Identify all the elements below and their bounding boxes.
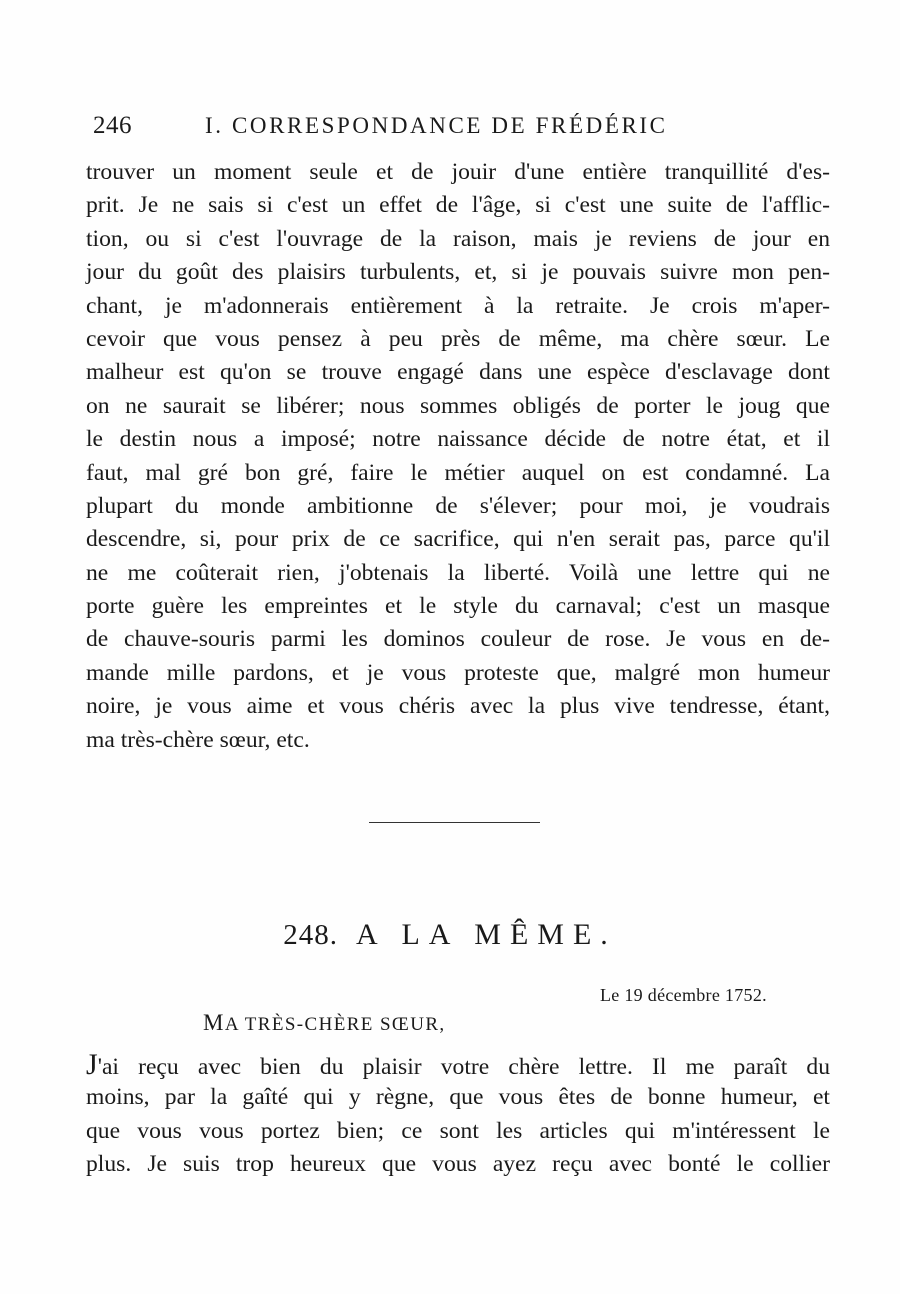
text-line: le destin nous a imposé; notre naissance décide de notre état, et il	[86, 426, 830, 453]
text-line: que vous vous portez bien; ce sont les articles qui m'intéressent le	[86, 1117, 830, 1144]
text-line: prit. Je ne sais si c'est un effet de l'âge, si c'est une suite de l'afflic-	[86, 192, 830, 219]
letter-number: 248.	[283, 919, 338, 951]
salutation-rest: A TRÈS-CHÈRE SŒUR,	[224, 1014, 446, 1035]
text-line: cevoir que vous pensez à peu près de même, ma chère sœur. Le	[86, 325, 830, 352]
letter-heading	[0, 918, 900, 952]
text-line: de chauve-souris parmi les dominos couleur de rose. Je vous en de-	[86, 626, 830, 653]
section-divider	[369, 822, 540, 823]
text-line: trouver un moment seule et de jouir d'une entière tranquillité d'es-	[86, 159, 830, 185]
text-line: jour du goût des plaisirs turbulents, et, si je pouvais suivre mon pen-	[86, 259, 830, 286]
text-line-first	[86, 1048, 830, 1081]
text-line: plus. Je suis trop heureux que vous ayez reçu avec bonté le collier	[86, 1151, 830, 1178]
text-line: on ne saurait se libérer; nous sommes obligés de porter le joug que	[86, 392, 830, 419]
text-line: moins, par la gaîté qui y règne, que vous êtes de bonne humeur, et	[86, 1084, 830, 1111]
continued-letter-text	[86, 156, 830, 757]
text-line: malheur est qu'on se trouve engagé dans une espèce d'esclavage dont	[86, 359, 830, 386]
text-line: ne me coûterait rien, j'obtenais la liberté. Voilà une lettre qui ne	[86, 559, 830, 586]
text-line: descendre, si, pour prix de ce sacrifice, qui n'en serait pas, parce qu'il	[86, 526, 830, 553]
letter-body	[86, 1048, 830, 1182]
text-line: tion, ou si c'est l'ouvrage de la raison, mais je reviens de jour en	[86, 225, 830, 252]
text-line: ma très-chère sœur, etc.	[86, 726, 310, 753]
salutation	[203, 1010, 446, 1036]
text-line: chant, je m'adonnerais entièrement à la retraite. Je crois m'aper-	[86, 292, 830, 319]
salutation-initial: M	[203, 1010, 225, 1035]
page-number: 246	[93, 112, 132, 139]
first-line-text: 'ai reçu avec bien du plaisir votre chère lettre. Il me paraît du	[97, 1054, 830, 1080]
letter-date: Le 19 décembre 1752.	[600, 985, 767, 1005]
drop-cap: J	[86, 1048, 98, 1081]
text-line: plupart du monde ambitionne de s'élever; pour moi, je voudrais	[86, 492, 830, 519]
text-line: porte guère les empreintes et le style du carnaval; c'est un masque	[86, 593, 830, 620]
running-head	[93, 112, 733, 142]
text-line: faut, mal gré bon gré, faire le métier auquel on est condamné. La	[86, 459, 830, 486]
text-line: mande mille pardons, et je vous proteste que, malgré mon humeur	[86, 659, 830, 686]
text-line: noire, je vous aime et vous chéris avec la plus vive tendresse, étant,	[86, 693, 830, 720]
running-title: I. CORRESPONDANCE DE FRÉDÉRIC	[205, 113, 668, 138]
letter-title: A LA MÊME.	[355, 918, 617, 951]
